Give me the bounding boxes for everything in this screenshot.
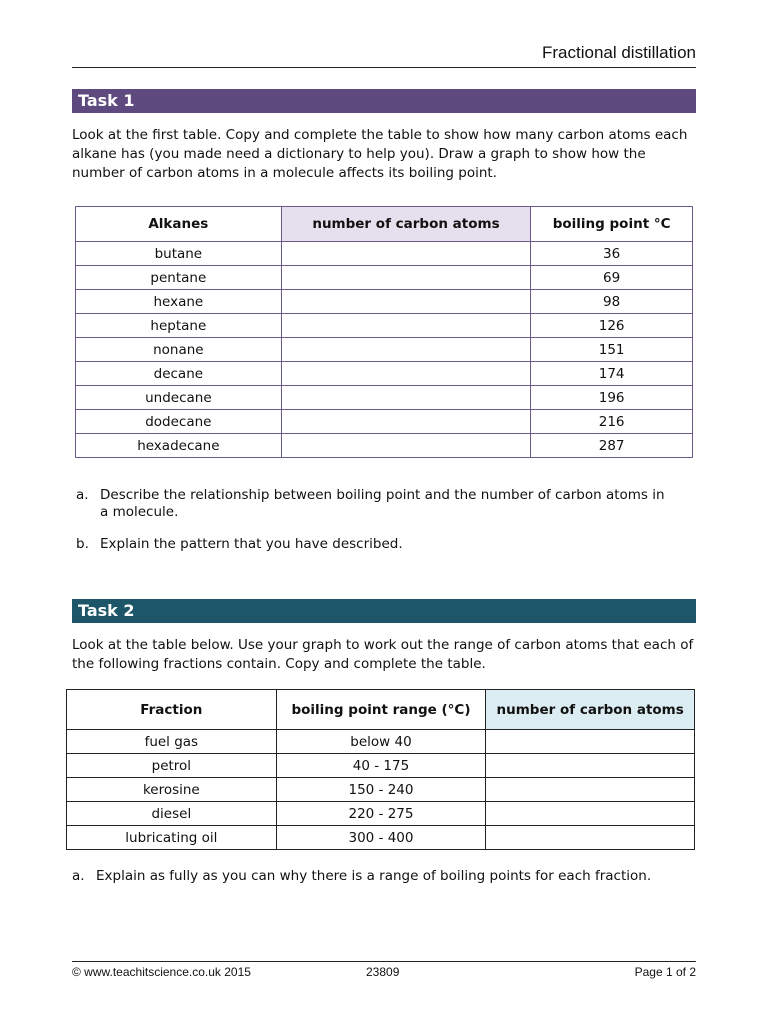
question-text: Explain as fully as you can why there is a range of boiling points for each fraction. xyxy=(96,868,652,884)
task1-heading: Task 1 xyxy=(72,89,696,113)
carbon-atoms-cell xyxy=(281,314,531,338)
carbon-atoms-cell xyxy=(281,242,531,266)
table-row xyxy=(67,730,695,754)
boiling-point-cell: 151 xyxy=(531,338,693,362)
footer-rule xyxy=(72,961,696,962)
boiling-point-cell: 126 xyxy=(531,314,693,338)
question-text: Describe the relationship between boiling point and the number of carbon atoms in xyxy=(100,487,665,503)
carbon-atoms-cell xyxy=(486,730,695,754)
column-header: boiling point range (°C) xyxy=(276,690,486,730)
question-letter: b. xyxy=(76,536,89,552)
fraction-cell: petrol xyxy=(67,754,277,778)
table-row xyxy=(76,386,693,410)
range-cell: below 40 xyxy=(276,730,486,754)
column-header: Alkanes xyxy=(76,207,282,242)
header-rule xyxy=(72,67,696,68)
footer-code: 23809 xyxy=(366,965,400,979)
carbon-atoms-cell xyxy=(281,338,531,362)
fraction-cell: fuel gas xyxy=(67,730,277,754)
fraction-cell: diesel xyxy=(67,802,277,826)
carbon-atoms-cell xyxy=(281,362,531,386)
carbon-atoms-cell xyxy=(486,826,695,850)
table-row xyxy=(76,242,693,266)
task2-question-a xyxy=(72,868,696,885)
alkane-cell: butane xyxy=(76,242,282,266)
fraction-cell: kerosine xyxy=(67,778,277,802)
column-header: boiling point °C xyxy=(531,207,693,242)
alkane-cell: nonane xyxy=(76,338,282,362)
range-cell: 220 - 275 xyxy=(276,802,486,826)
boiling-point-cell: 36 xyxy=(531,242,693,266)
table-row xyxy=(67,826,695,850)
alkane-cell: dodecane xyxy=(76,410,282,434)
alkane-cell: hexadecane xyxy=(76,434,282,458)
question-letter: a. xyxy=(72,868,85,884)
task2-intro: Look at the table below. Use your graph to work out the range of carbon atoms that each of the following fractions contain. Copy and complete the table. xyxy=(72,637,694,672)
column-header: number of carbon atoms xyxy=(281,207,531,242)
table-row xyxy=(76,266,693,290)
carbon-atoms-cell xyxy=(281,386,531,410)
table-row xyxy=(67,754,695,778)
carbon-atoms-cell xyxy=(281,434,531,458)
task1-question-a xyxy=(76,487,700,521)
table-row xyxy=(76,434,693,458)
alkane-cell: hexane xyxy=(76,290,282,314)
boiling-point-cell: 287 xyxy=(531,434,693,458)
question-text-continued: a molecule. xyxy=(100,504,179,520)
footer-page-number: Page 1 of 2 xyxy=(634,965,696,979)
boiling-point-cell: 174 xyxy=(531,362,693,386)
boiling-point-cell: 69 xyxy=(531,266,693,290)
carbon-atoms-cell xyxy=(281,410,531,434)
alkane-cell: decane xyxy=(76,362,282,386)
alkane-cell: undecane xyxy=(76,386,282,410)
fractions-table xyxy=(66,689,695,850)
alkane-cell: heptane xyxy=(76,314,282,338)
table-row xyxy=(76,314,693,338)
task1-question-b xyxy=(76,536,700,553)
table-header-row xyxy=(67,690,695,730)
carbon-atoms-cell xyxy=(486,754,695,778)
range-cell: 40 - 175 xyxy=(276,754,486,778)
task1-intro: Look at the first table. Copy and complete the table to show how many carbon atoms each alkane has (you made need a dictionary to help you). Draw a graph to show how the number of carbon atoms in a molecule affects its boiling point. xyxy=(72,127,688,181)
table-row xyxy=(76,338,693,362)
alkanes-table xyxy=(75,206,693,458)
table-row xyxy=(67,778,695,802)
range-cell: 150 - 240 xyxy=(276,778,486,802)
table-row xyxy=(76,410,693,434)
table-header-row xyxy=(76,207,693,242)
question-text: Explain the pattern that you have described. xyxy=(100,536,403,552)
boiling-point-cell: 98 xyxy=(531,290,693,314)
table-row xyxy=(67,802,695,826)
task2-heading: Task 2 xyxy=(72,599,696,623)
carbon-atoms-cell xyxy=(281,266,531,290)
table-row xyxy=(76,362,693,386)
question-letter: a. xyxy=(76,487,89,503)
fraction-cell: lubricating oil xyxy=(67,826,277,850)
page-title: Fractional distillation xyxy=(541,43,696,62)
carbon-atoms-cell xyxy=(281,290,531,314)
alkane-cell: pentane xyxy=(76,266,282,290)
carbon-atoms-cell xyxy=(486,802,695,826)
column-header: number of carbon atoms xyxy=(486,690,695,730)
table-row xyxy=(76,290,693,314)
column-header: Fraction xyxy=(67,690,277,730)
boiling-point-cell: 216 xyxy=(531,410,693,434)
carbon-atoms-cell xyxy=(486,778,695,802)
boiling-point-cell: 196 xyxy=(531,386,693,410)
footer-copyright: © www.teachitscience.co.uk 2015 xyxy=(72,965,251,979)
range-cell: 300 - 400 xyxy=(276,826,486,850)
